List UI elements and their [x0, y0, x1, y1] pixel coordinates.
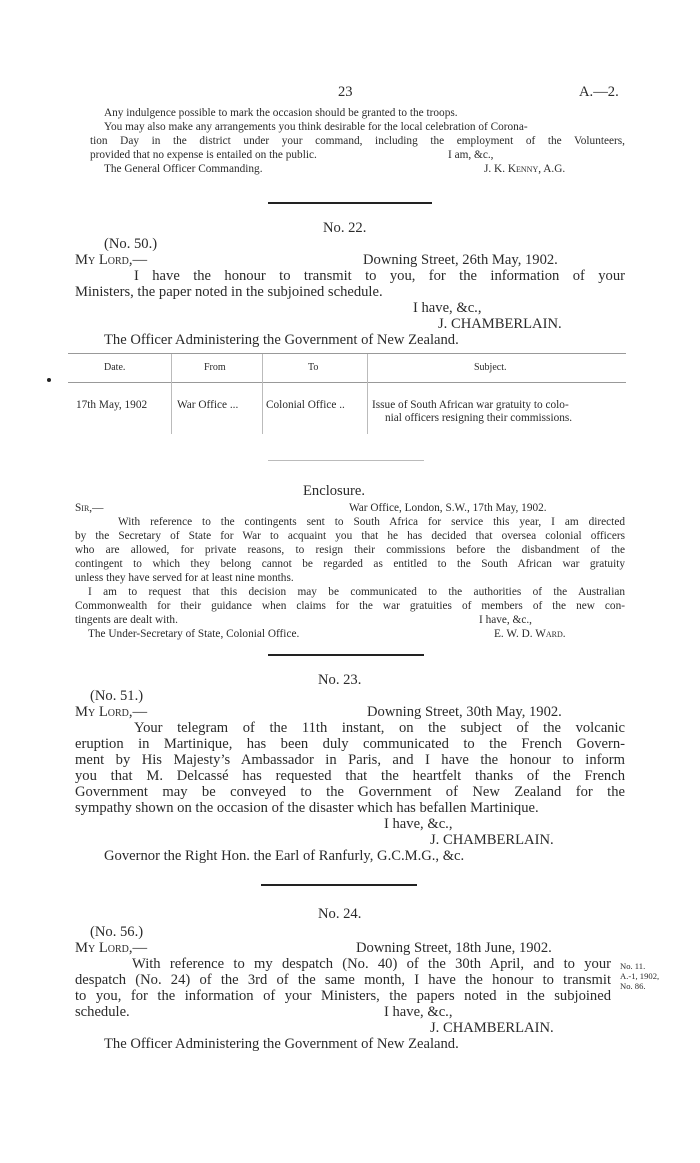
document-reference: A.—2. [579, 84, 619, 100]
no24-addressee: The Officer Administering the Government of New Zealand. [104, 1036, 459, 1052]
no23-line-5: Government may be conveyed to the Government of New Zealand for the [75, 784, 625, 800]
schedule-header-rule [68, 382, 626, 383]
schedule-header-date: Date. [104, 362, 126, 373]
top-signatory: J. K. Kenny, A.G. [484, 163, 566, 175]
no24-i-have: I have, &c., [384, 1004, 453, 1020]
no23-salutation: My Lord,— [75, 704, 148, 720]
enclosure-line-1: With reference to the contingents sent to South Africa for service this year, I am directed [118, 516, 625, 528]
margin-note-2: A.-1, 1902, [620, 971, 660, 981]
no22-salutation: My Lord,— [75, 252, 148, 268]
no22-addressee: The Officer Administering the Government of New Zealand. [104, 332, 459, 348]
top-line-4: provided that no expense is entailed on the public. [90, 149, 317, 161]
no22-despatch-ref: (No. 50.) [104, 236, 158, 252]
no23-place-date: Downing Street, 30th May, 1902. [367, 704, 562, 720]
enclosure-divider [268, 460, 424, 461]
enclosure-signatory: E. W. D. Ward. [494, 628, 566, 640]
schedule-col-divider [367, 354, 368, 434]
no23-addressee: Governor the Right Hon. the Earl of Ranfurly, G.C.M.G., &c. [104, 848, 465, 864]
schedule-top-rule [68, 353, 626, 354]
no23-line-4: you that M. Delcassé has requested that the heartfelt thanks of the French [75, 768, 625, 784]
schedule-header-from: From [204, 362, 226, 373]
enclosure-salutation: Sir,— [75, 502, 104, 514]
no24-place-date: Downing Street, 18th June, 1902. [356, 940, 552, 956]
enclosure-line-6: I am to request that this decision may be communicated to the authorities of the Australian [88, 586, 625, 598]
top-addressee: The General Officer Commanding. [104, 163, 263, 175]
scan-speck [47, 378, 51, 382]
no24-line-3: to you, for the information of your Ministers, the papers noted in the subjoined [75, 988, 611, 1004]
schedule-header-subject: Subject. [474, 362, 507, 373]
no23-despatch-ref: (No. 51.) [90, 688, 144, 704]
schedule-header-to: To [308, 362, 319, 373]
no24-line-1: With reference to my despatch (No. 40) of the 30th April, and to your [132, 956, 611, 972]
enclosure-line-3: who are allowed, for private reasons, to resign their commissions before the disbandment of the [75, 544, 625, 556]
no22-heading: No. 22. [323, 220, 367, 236]
schedule-cell-to: Colonial Office .. [266, 399, 345, 411]
no22-signatory: J. CHAMBERLAIN. [438, 316, 562, 332]
top-line-2: You may also make any arrangements you think desirable for the local celebration of Corona- [104, 121, 528, 133]
top-line-1: Any indulgence possible to mark the occasion should be granted to the troops. [104, 107, 458, 119]
no23-line-2: eruption in Martinique, has been duly communicated to the French Govern- [75, 736, 625, 752]
no24-line-2: despatch (No. 24) of the 3rd of the same month, I have the honour to transmit [75, 972, 611, 988]
margin-note-3: No. 86. [620, 981, 646, 991]
enclosure-place-date: War Office, London, S.W., 17th May, 1902. [349, 502, 547, 514]
schedule-col-divider [171, 354, 172, 434]
enclosure-addressee: The Under-Secretary of State, Colonial Office. [88, 628, 300, 640]
section-divider [268, 202, 432, 204]
no24-heading: No. 24. [318, 906, 362, 922]
no23-i-have: I have, &c., [384, 816, 453, 832]
top-line-3: tion Day in the district under your command, including the employment of the Volunteers, [90, 135, 625, 147]
enclosure-line-4: contingent to which they belong cannot be regarded as entitled to the South African war gratuity [75, 558, 625, 570]
schedule-cell-subject-2: nial officers resigning their commissions. [385, 412, 573, 424]
enclosure-line-2: by the Secretary of State for War to acquaint you that he has decided that oversea colonial officers [75, 530, 625, 542]
no22-line-1: I have the honour to transmit to you, for the information of your [134, 268, 625, 284]
i-am-closing: I am, &c., [448, 149, 494, 161]
no22-place-date: Downing Street, 26th May, 1902. [363, 252, 558, 268]
no23-line-3: ment by His Majesty’s Ambassador in Paris, and I have the honour to inform [75, 752, 625, 768]
enclosure-line-8: tingents are dealt with. [75, 614, 178, 626]
enclosure-line-5: unless they have served for at least nine months. [75, 572, 294, 584]
schedule-cell-subject-1: Issue of South African war gratuity to colo- [372, 399, 569, 411]
section-divider [261, 884, 417, 886]
section-divider [268, 654, 424, 656]
no22-i-have: I have, &c., [413, 300, 482, 316]
no24-salutation: My Lord,— [75, 940, 148, 956]
enclosure-heading: Enclosure. [303, 483, 366, 499]
page-number: 23 [338, 84, 353, 100]
schedule-cell-date: 17th May, 1902 [76, 399, 148, 411]
no24-line-4: schedule. [75, 1004, 130, 1020]
no24-signatory: J. CHAMBERLAIN. [430, 1020, 554, 1036]
no23-signatory: J. CHAMBERLAIN. [430, 832, 554, 848]
no23-line-1: Your telegram of the 11th instant, on the subject of the volcanic [134, 720, 625, 736]
no22-line-2: Ministers, the paper noted in the subjoined schedule. [75, 284, 383, 300]
no23-line-6: sympathy shown on the occasion of the disaster which has befallen Martinique. [75, 800, 539, 816]
schedule-col-divider [262, 354, 263, 434]
enclosure-i-have: I have, &c., [479, 614, 533, 626]
margin-note-1: No. 11. [620, 961, 646, 971]
enclosure-line-7: Commonwealth for their guidance when claims for the war gratuities of members of the new con- [75, 600, 625, 612]
no23-heading: No. 23. [318, 672, 362, 688]
schedule-cell-from: War Office ... [177, 399, 239, 411]
no24-despatch-ref: (No. 56.) [90, 924, 144, 940]
